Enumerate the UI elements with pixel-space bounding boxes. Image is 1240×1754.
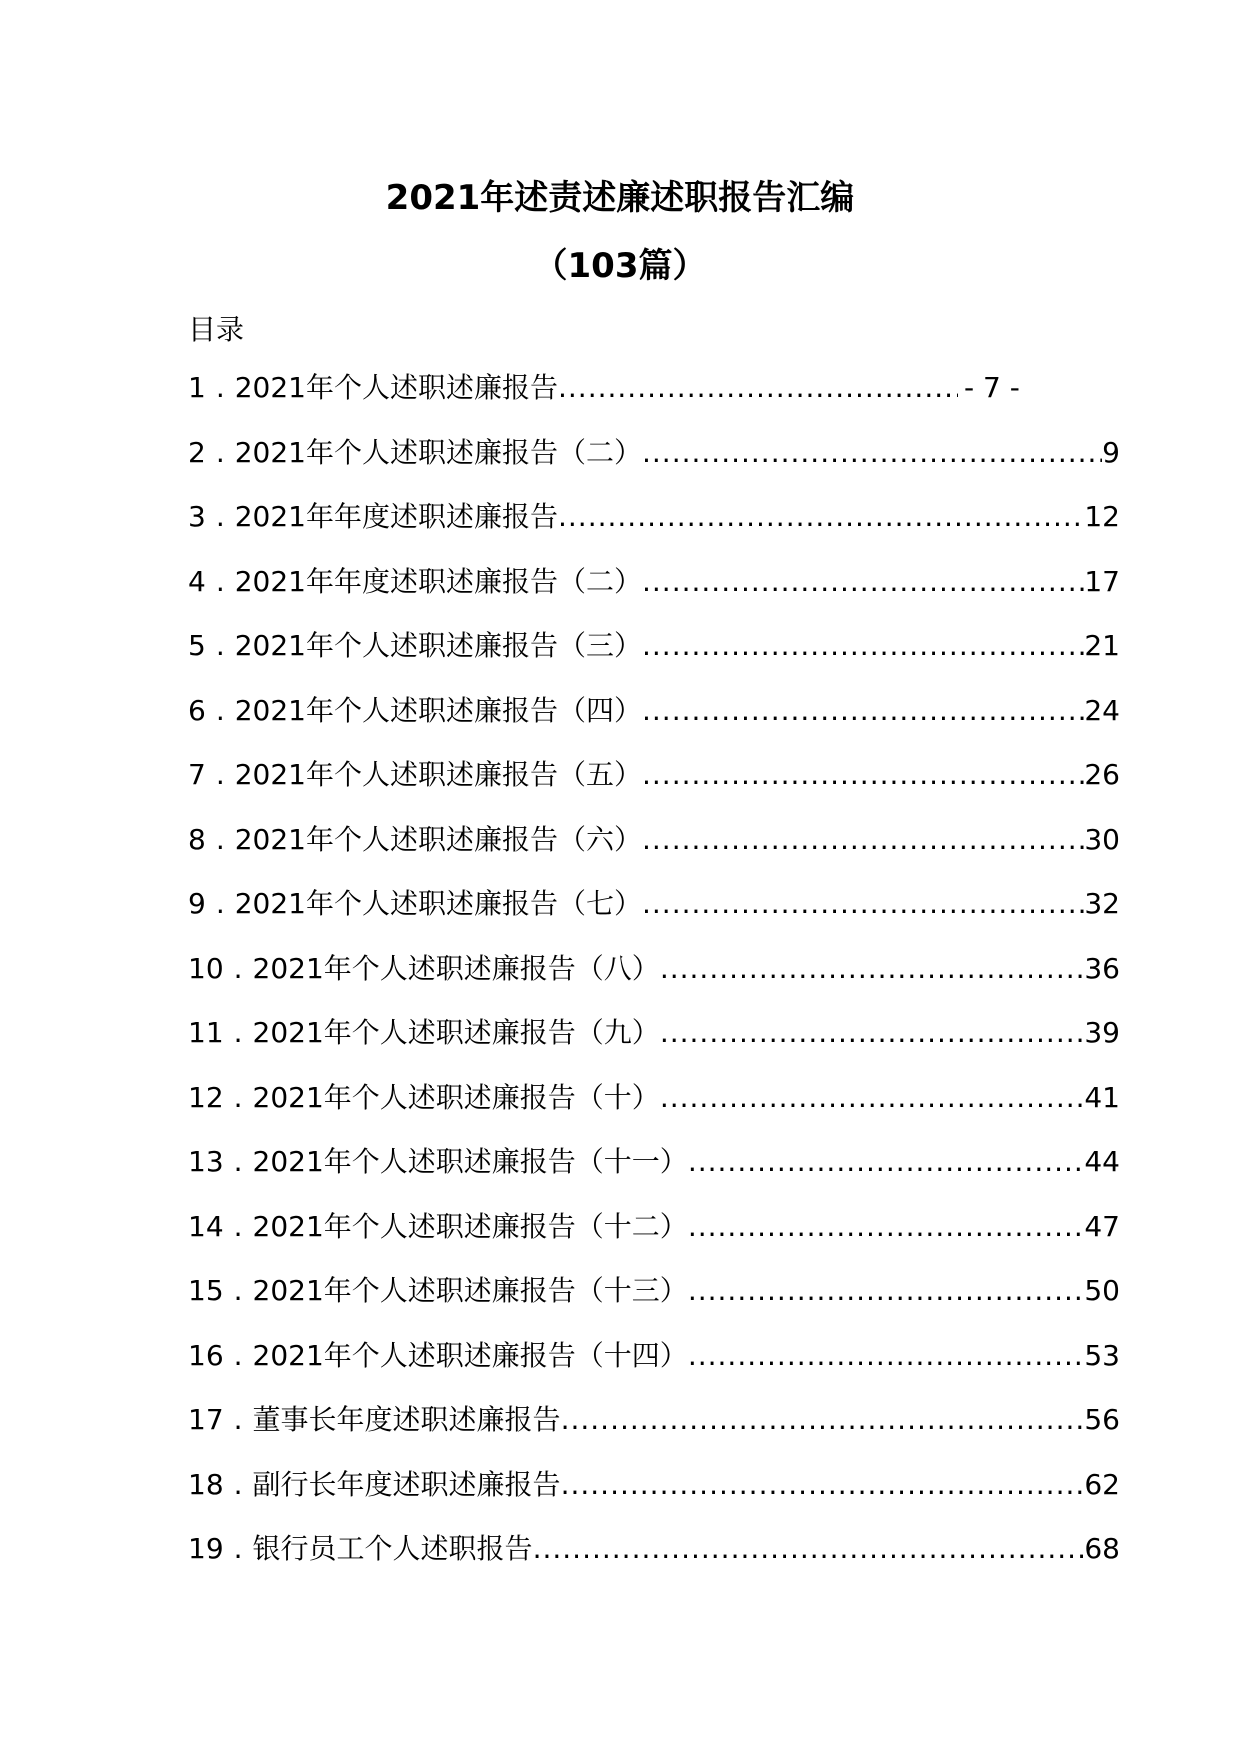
toc-dot-leader bbox=[642, 820, 1084, 860]
toc-entry-page: - 7 - bbox=[964, 371, 1020, 404]
toc-entry[interactable] bbox=[188, 820, 1120, 885]
toc-dot-leader bbox=[688, 1207, 1085, 1247]
toc-dot-leader bbox=[533, 1529, 1085, 1569]
toc-entry-separator: . bbox=[215, 693, 225, 727]
toc-entry[interactable] bbox=[188, 433, 1120, 498]
toc-dot-leader bbox=[642, 433, 1102, 473]
toc-entry-title: 银行员工个人述职报告 bbox=[252, 1532, 533, 1565]
toc-entry[interactable] bbox=[188, 626, 1120, 691]
toc-entry[interactable] bbox=[188, 1400, 1120, 1465]
toc-entry[interactable] bbox=[188, 1078, 1120, 1143]
toc-dot-leader bbox=[561, 1400, 1085, 1440]
toc-entry-page: 50 bbox=[1084, 1274, 1120, 1307]
toc-entry-separator: . bbox=[233, 1209, 243, 1243]
toc-entry-number: 11 bbox=[188, 1016, 224, 1049]
toc-entry-number: 15 bbox=[188, 1274, 224, 1307]
table-of-contents bbox=[188, 368, 1120, 1594]
toc-entry[interactable] bbox=[188, 949, 1120, 1014]
toc-entry[interactable] bbox=[188, 1013, 1120, 1078]
toc-entry-page: 30 bbox=[1084, 822, 1120, 856]
toc-dot-leader bbox=[688, 1336, 1085, 1376]
toc-entry-title: 2021年个人述职述廉报告（十四） bbox=[252, 1338, 688, 1372]
toc-dot-leader bbox=[642, 755, 1084, 795]
toc-entry-page: 53 bbox=[1084, 1338, 1120, 1372]
toc-entry[interactable] bbox=[188, 497, 1120, 562]
toc-entry-title: 2021年个人述职述廉报告（七） bbox=[234, 887, 642, 920]
toc-entry-title: 2021年个人述职述廉报告（八） bbox=[252, 951, 660, 985]
toc-entry-separator: . bbox=[215, 822, 225, 856]
toc-entry-separator: . bbox=[233, 1145, 243, 1178]
toc-entry-title: 董事长年度述职述廉报告 bbox=[252, 1403, 561, 1436]
toc-dot-leader bbox=[558, 497, 1084, 537]
toc-heading: 目录 bbox=[188, 313, 245, 346]
toc-entry[interactable] bbox=[188, 1465, 1120, 1530]
toc-entry-separator: . bbox=[233, 1532, 243, 1565]
toc-entry-page: 17 bbox=[1084, 564, 1120, 598]
toc-entry-title: 2021年年度述职述廉报告（二） bbox=[234, 564, 642, 598]
toc-entry-title: 2021年个人述职述廉报告（三） bbox=[234, 629, 642, 662]
toc-entry-title: 2021年年度述职述廉报告 bbox=[234, 500, 558, 533]
toc-entry-separator: . bbox=[233, 1403, 243, 1436]
document-subtitle: （103篇） bbox=[533, 246, 707, 286]
toc-entry-title: 副行长年度述职述廉报告 bbox=[252, 1467, 561, 1501]
toc-entry-title: 2021年个人述职述廉报告（十二） bbox=[252, 1209, 688, 1243]
toc-entry-number: 6 bbox=[188, 693, 206, 727]
toc-entry[interactable] bbox=[188, 368, 1120, 433]
toc-entry-page: 44 bbox=[1084, 1145, 1120, 1178]
toc-dot-leader bbox=[660, 1013, 1085, 1053]
toc-entry-title: 2021年个人述职述廉报告（十三） bbox=[252, 1274, 688, 1307]
toc-entry-number: 16 bbox=[188, 1338, 224, 1372]
toc-entry-number: 9 bbox=[188, 887, 206, 920]
toc-entry[interactable] bbox=[188, 1529, 1120, 1594]
toc-entry-separator: . bbox=[215, 758, 225, 791]
toc-entry-title: 2021年个人述职述廉报告（五） bbox=[234, 758, 642, 791]
toc-entry-separator: . bbox=[233, 951, 243, 985]
toc-dot-leader bbox=[558, 368, 958, 408]
toc-entry-number: 4 bbox=[188, 564, 206, 598]
toc-entry-page: 9 bbox=[1102, 435, 1120, 469]
toc-entry-number: 8 bbox=[188, 822, 206, 856]
toc-entry-number: 12 bbox=[188, 1080, 224, 1114]
toc-entry-page: 62 bbox=[1084, 1467, 1120, 1501]
toc-entry-page: 24 bbox=[1084, 693, 1120, 727]
toc-dot-leader bbox=[642, 562, 1084, 602]
toc-entry-separator: . bbox=[233, 1016, 243, 1049]
toc-entry[interactable] bbox=[188, 884, 1120, 949]
toc-dot-leader bbox=[642, 626, 1084, 666]
toc-dot-leader bbox=[642, 691, 1084, 731]
toc-entry-number: 1 bbox=[188, 371, 206, 404]
toc-entry-page: 21 bbox=[1084, 629, 1120, 662]
toc-entry-separator: . bbox=[233, 1080, 243, 1114]
toc-entry-separator: . bbox=[215, 887, 225, 920]
toc-entry-title: 2021年个人述职述廉报告（十一） bbox=[252, 1145, 688, 1178]
toc-entry-title: 2021年个人述职述廉报告（十） bbox=[252, 1080, 660, 1114]
toc-dot-leader bbox=[642, 884, 1084, 924]
toc-entry-page: 68 bbox=[1084, 1532, 1120, 1565]
toc-entry-number: 5 bbox=[188, 629, 206, 662]
toc-entry-page: 36 bbox=[1084, 951, 1120, 985]
toc-entry-page: 39 bbox=[1084, 1016, 1120, 1049]
toc-entry-page: 26 bbox=[1084, 758, 1120, 791]
toc-entry[interactable] bbox=[188, 1142, 1120, 1207]
toc-entry-title: 2021年个人述职述廉报告（九） bbox=[252, 1016, 660, 1049]
toc-entry-separator: . bbox=[215, 371, 225, 404]
toc-entry-separator: . bbox=[233, 1338, 243, 1372]
toc-entry-separator: . bbox=[215, 564, 225, 598]
toc-entry-number: 2 bbox=[188, 435, 206, 469]
toc-entry-number: 14 bbox=[188, 1209, 224, 1243]
toc-entry-separator: . bbox=[233, 1467, 243, 1501]
toc-entry-page: 41 bbox=[1084, 1080, 1120, 1114]
toc-dot-leader bbox=[660, 949, 1085, 989]
toc-entry-title: 2021年个人述职述廉报告（二） bbox=[234, 435, 642, 469]
toc-entry-number: 17 bbox=[188, 1403, 224, 1436]
toc-entry-page: 32 bbox=[1084, 887, 1120, 920]
toc-dot-leader bbox=[660, 1078, 1085, 1118]
toc-entry-separator: . bbox=[215, 500, 225, 533]
document-title: 2021年述责述廉述职报告汇编 bbox=[385, 178, 855, 218]
toc-entry-number: 3 bbox=[188, 500, 206, 533]
toc-dot-leader bbox=[688, 1271, 1085, 1311]
toc-entry[interactable] bbox=[188, 1336, 1120, 1401]
toc-entry-title: 2021年个人述职述廉报告（四） bbox=[234, 693, 642, 727]
toc-entry-number: 7 bbox=[188, 758, 206, 791]
toc-entry[interactable] bbox=[188, 562, 1120, 627]
toc-entry-title: 2021年个人述职述廉报告 bbox=[234, 371, 558, 404]
toc-entry-separator: . bbox=[215, 629, 225, 662]
toc-entry[interactable] bbox=[188, 1207, 1120, 1272]
toc-entry-separator: . bbox=[233, 1274, 243, 1307]
toc-dot-leader bbox=[561, 1465, 1085, 1505]
toc-entry-number: 13 bbox=[188, 1145, 224, 1178]
toc-entry[interactable] bbox=[188, 691, 1120, 756]
toc-entry-page: 12 bbox=[1084, 500, 1120, 533]
toc-entry[interactable] bbox=[188, 1271, 1120, 1336]
toc-entry[interactable] bbox=[188, 755, 1120, 820]
toc-dot-leader bbox=[688, 1142, 1085, 1182]
toc-entry-number: 18 bbox=[188, 1467, 224, 1501]
toc-entry-number: 19 bbox=[188, 1532, 224, 1565]
toc-entry-title: 2021年个人述职述廉报告（六） bbox=[234, 822, 642, 856]
toc-entry-separator: . bbox=[215, 435, 225, 469]
toc-entry-page: 47 bbox=[1084, 1209, 1120, 1243]
toc-entry-page: 56 bbox=[1084, 1403, 1120, 1436]
toc-entry-number: 10 bbox=[188, 951, 224, 985]
